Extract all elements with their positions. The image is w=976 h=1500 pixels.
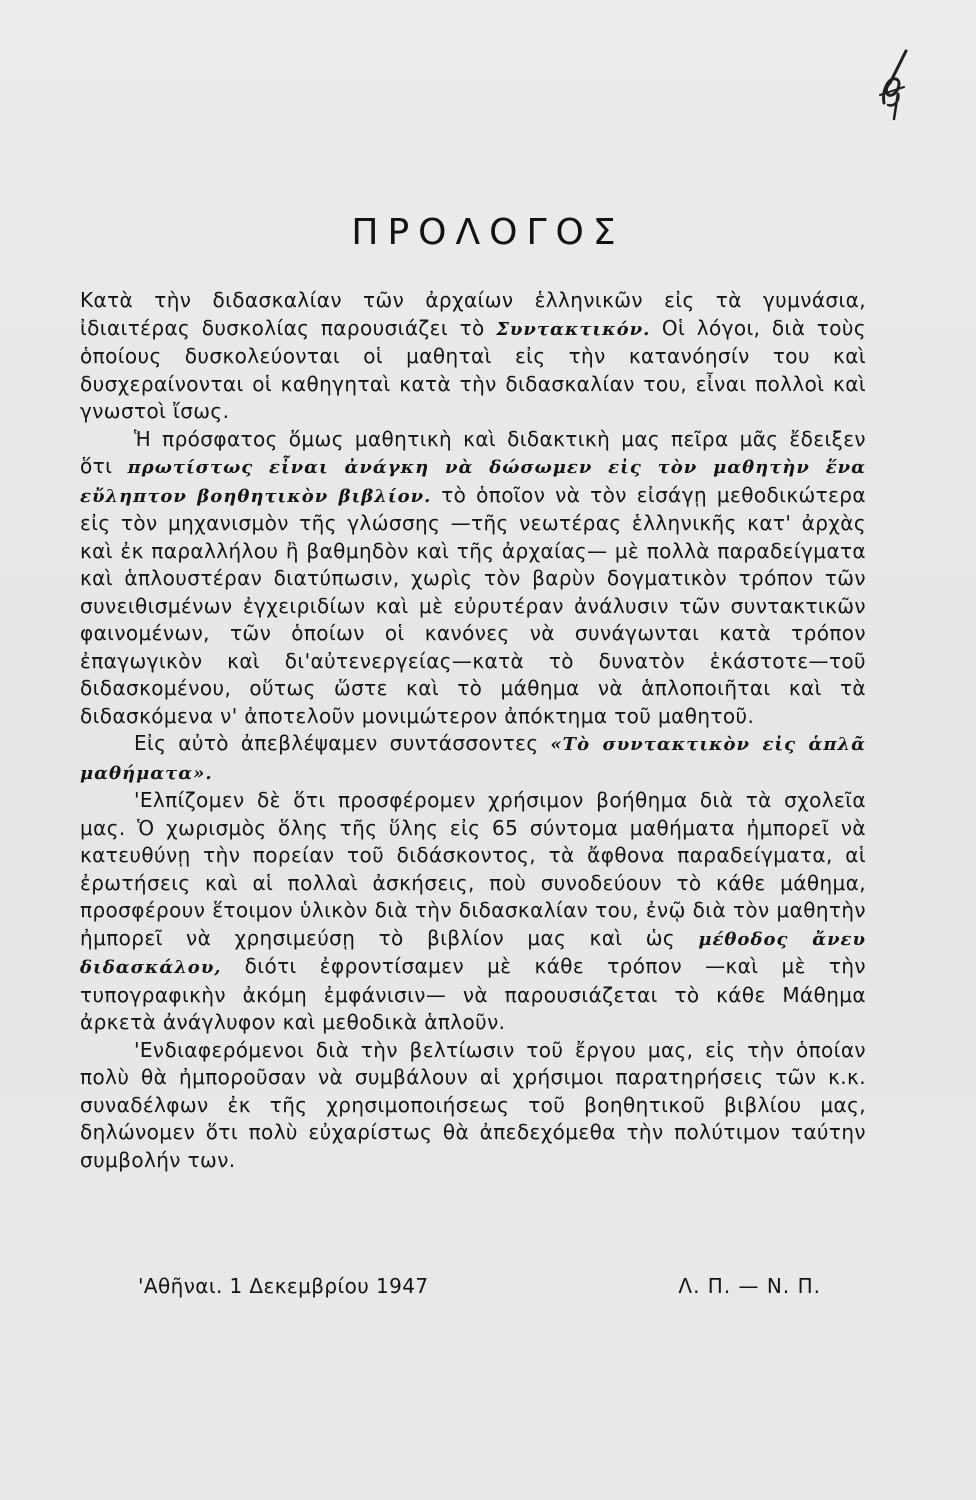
paragraph-1-text: Κατὰ τὴν διδασκαλίαν τῶν ἀρχαίων ἑλληνικῶν εἰς τὰ γυμνάσια, ἰδιαιτέρας δυσκολίας παρουσιάζει τὸ xyxy=(80,288,866,340)
paragraph-2-text: Ἡ πρόσφατος ὅμως μαθητικὴ καὶ διδακτικὴ μας πεῖρα μᾶς ἔδειξεν ὅτι xyxy=(80,426,866,478)
paragraph-1 xyxy=(80,287,866,426)
paragraph-3-text: Εἰς αὐτὸ ἀπεβλέψαμεν συντάσσοντες xyxy=(134,731,551,755)
handwritten-scribble-icon xyxy=(870,45,920,125)
paragraph-4-emphasis: μέθοδος ἄνευ διδασκάλου, xyxy=(80,928,866,978)
paragraph-1-text-cont: Οἱ λόγοι, διὰ τοὺς ὁποίους δυσκολεύονται οἱ μαθηταὶ εἰς τὴν κατανόησίν του καὶ δυσχεραίνονται οἱ καθηγηταὶ κατὰ τὴν διδασκαλίαν του, εἶναι πολλοὶ καὶ γνωστοὶ ἴσως. xyxy=(80,315,866,423)
page-title: ΠΡΟΛΟΓΟΣ xyxy=(351,212,625,253)
preface-body xyxy=(80,287,866,1174)
paragraph-4-text: 'Ελπίζομεν δὲ ὅτι προσφέρομεν χρήσιμον βοήθημα διὰ τὰ σχολεῖα μας. Ὁ χωρισμὸς ὅλης τῆς ὕλης εἰς 65 σύντομα μαθήματα ἠμπορεῖ νὰ κατευθύνῃ τὴν πορείαν τοῦ διδάσκοντος, τὰ ἄφθονα παραδείγματα, αἱ ἐρωτήσεις καὶ αἱ πολλαὶ ἀσκήσεις, ποὺ συνοδεύουν τὸ κάθε μάθημα, προσφέρουν ἕτοιμον ὑλικὸν διὰ τὴν διδασκαλίαν του, ἐνῷ διὰ τὸν μαθητὴν ἠμπορεῖ νὰ χρησιμεύσῃ τὸ βιβλίον μας καὶ ὡς xyxy=(80,788,866,950)
author-initials: Λ. Π. — Ν. Π. xyxy=(678,1274,821,1298)
paragraph-5-text: 'Ενδιαφερόμενοι διὰ τὴν βελτίωσιν τοῦ ἔργου μας, εἰς τὴν ὁποίαν πολὺ θὰ ἠμποροῦσαν νὰ συμβάλουν αἱ χρήσιμοι παρατηρήσεις τῶν κ.κ. συναδέλφων ἐκ τῆς χρησιμοποιήσεως τοῦ βοηθητικοῦ βιβλίου μας, δηλώνομεν ὅτι πολὺ εὐχαρίστως θὰ ἀπεδεχόμεθα τὴν πολύτιμον ταύτην συμβολήν των. xyxy=(80,1037,866,1172)
paragraph-2 xyxy=(80,426,866,731)
paragraph-1-emphasis: Συντακτικόν. xyxy=(496,318,651,340)
paragraph-3-emphasis: «Τὸ συντακτικὸν εἰς ἁπλᾶ μαθήματα». xyxy=(80,734,867,784)
paragraph-3 xyxy=(80,730,866,787)
paragraph-5 xyxy=(80,1037,866,1175)
paragraph-2-text-cont: τὸ ὁποῖον νὰ τὸν εἰσάγῃ μεθοδικώτερα εἰς τὸν μηχανισμὸν τῆς γλώσσης —τῆς νεωτέρας ἑλληνικῆς κατ' ἀρχὰς καὶ ἐκ παραλλήλου ἢ βαθμηδὸν καὶ τῆς ἀρχαίας— μὲ πολλὰ παραδείγματα καὶ ἁπλουστέραν διατύπωσιν, χωρὶς τὸν βαρὺν δογματικὸν τρόπον τῶν συνειθισμένων ἐγχειριδίων καὶ μὲ εὐρυτέραν ἀνάλυσιν τῶν συντακτικῶν φαινομένων, τῶν ὁποίων οἱ κανόνες νὰ συνάγωνται κατὰ τρόπον ἐπαγωγικὸν καὶ δι'αὐτενεργείας—κατὰ τὸ δυνατὸν ἑκάστοτε—τοῦ διδασκομένου, οὕτως ὥστε καὶ τὸ μάθημα νὰ ἁπλοποιῆται καὶ τὰ διδασκόμενα ν' ἀποτελοῦν μονιμώτερον ἀπόκτημα τοῦ μαθητοῦ. xyxy=(80,482,866,728)
place-date: 'Αθῆναι. 1 Δεκεμβρίου 1947 xyxy=(138,1274,429,1298)
paragraph-4 xyxy=(80,787,866,1037)
paragraph-4-text-cont: διότι ἐφροντίσαμεν μὲ κάθε τρόπον —καὶ μὲ τὴν τυπογραφικὴν ἀκόμη ἐμφάνισιν— νὰ παρουσιάζεται τὸ κάθε Μάθημα ἀρκετὰ ἀνάγλυφον καὶ μεθοδικὰ ἁπλοῦν. xyxy=(80,954,866,1034)
paragraph-2-emphasis: πρωτίστως εἶναι ἀνάγκη νὰ δώσωμεν εἰς τὸν μαθητὴν ἕνα εὔληπτον βοηθητικὸν βιβλίον. xyxy=(80,457,866,507)
